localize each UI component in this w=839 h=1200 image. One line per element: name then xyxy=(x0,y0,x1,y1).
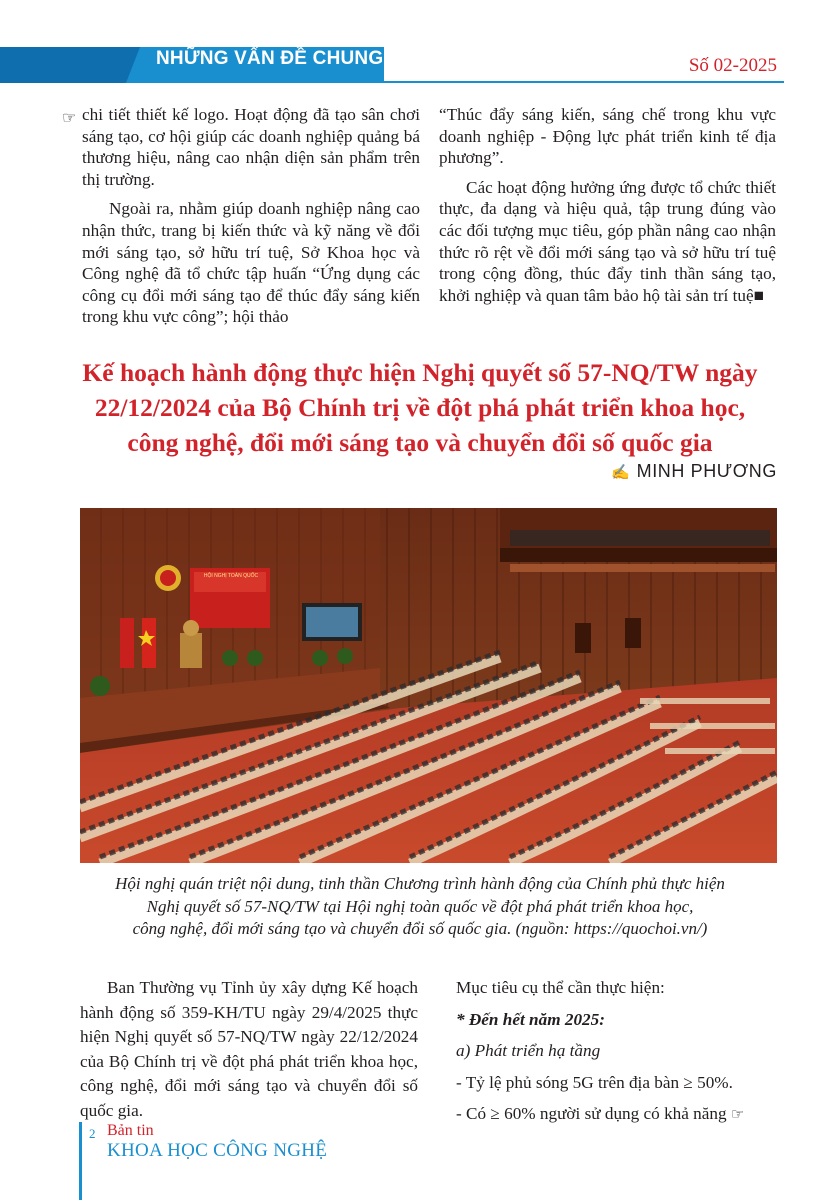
bulletin-name: KHOA HỌC CÔNG NGHỆ xyxy=(107,1140,328,1161)
paragraph: Mục tiêu cụ thể cần thực hiện: xyxy=(456,978,665,997)
paragraph-text: Các hoạt động hưởng ứng được tổ chức thiết thực, đa dạng và hiệu quả, tập trung đúng vào các đối tượng mục tiêu, góp phần nâng cao nhận thức rõ rệt về đổi mới sáng tạo và sở hữu trí tuệ trong cộng đồng, thúc đẩy tinh thần sáng tạo, khởi nghiệp và quan tâm bảo hộ tài sản trí tuệ xyxy=(439,177,776,305)
conference-photo xyxy=(80,508,777,863)
author-byline xyxy=(611,461,777,482)
photo-banner-text: HỘI NGHỊ TOÀN QUỐC xyxy=(203,573,259,579)
heading: * Đến hết năm 2025: xyxy=(456,1009,605,1029)
section-name: NHỮNG VẤN ĐỀ CHUNG xyxy=(156,48,384,69)
title-line: Kế hoạch hành động thực hiện Nghị quyết số 57-NQ/TW ngày xyxy=(82,358,758,387)
footer-bar xyxy=(79,1122,82,1200)
paragraph: Ngoài ra, nhằm giúp doanh nghiệp nâng cao nhận thức, trang bị kiến thức và kỹ năng về đổi mới sáng tạo, sở hữu trí tuệ, Sở Khoa học và Công nghệ đã tổ chức tập huấn “Ứng dụng các công cụ đổi mới sáng tạo để thúc đẩy sáng kiến trong khu vực công”; hội thảo xyxy=(82,199,420,327)
caption-line: công nghệ, đổi mới sáng tạo và chuyển đổi số quốc gia. (nguồn: https://quochoi.vn/) xyxy=(132,919,708,938)
subheading: a) Phát triển hạ tầng xyxy=(456,1041,601,1060)
list-item xyxy=(456,1102,776,1128)
bottom-left-column xyxy=(80,976,418,1130)
title-line: 22/12/2024 của Bộ Chính trị về đột phá phát triển khoa học, xyxy=(94,393,746,422)
caption-line: Nghị quyết số 57-NQ/TW tại Hội nghị toàn quốc về đột phá phát triển khoa học, xyxy=(146,896,694,916)
bulletin-label: Bản tin xyxy=(107,1122,154,1139)
list-item: - Tỷ lệ phủ sóng 5G trên địa bàn ≥ 50%. xyxy=(456,1072,733,1092)
title-line: công nghệ, đổi mới sáng tạo và chuyển đổi số quốc gia xyxy=(127,428,713,457)
author-name: MINH PHƯƠNG xyxy=(636,461,777,481)
pointing-hand-icon: ☞ xyxy=(62,110,77,127)
paragraph: Ban Thường vụ Tỉnh ủy xây dựng Kế hoạch hành động số 359-KH/TU ngày 29/4/2025 thực hiện Nghị quyết số 57-NQ/TW ngày 22/12/2024 của Bộ Chính trị về đột phá phát triển khoa học, công nghệ, đổi mới sáng tạo và chuyển đổi số quốc gia. xyxy=(80,978,418,1120)
paragraph xyxy=(439,177,776,307)
top-left-column xyxy=(82,104,420,336)
page-number: 2 xyxy=(89,1126,96,1141)
pen-icon: ✍ xyxy=(611,464,631,481)
header-rule xyxy=(384,81,784,83)
caption-line: Hội nghị quán triệt nội dung, tinh thần Chương trình hành động của Chính phủ thực hiện xyxy=(115,874,725,893)
top-right-column xyxy=(439,104,776,314)
pointing-hand-icon: ☞ xyxy=(730,1107,745,1123)
paragraph: “Thúc đẩy sáng kiến, sáng chế trong khu vực doanh nghiệp - Động lực phát triển kinh tế địa phương”. xyxy=(439,105,776,168)
photo-caption xyxy=(62,873,778,941)
list-item-text: - Có ≥ 60% người sử dụng có khả năng xyxy=(456,1104,727,1123)
paragraph: chi tiết thiết kế logo. Hoạt động đã tạo sân chơi sáng tạo, cơ hội giúp các doanh nghiệp quảng bá thương hiệu, nâng cao nhận diện sản phẩm trên thị trường. xyxy=(82,105,420,189)
end-mark: ■ xyxy=(753,285,764,305)
issue-number: Số 02-2025 xyxy=(688,55,777,76)
article-title xyxy=(62,355,778,460)
bottom-right-column xyxy=(456,976,776,1135)
